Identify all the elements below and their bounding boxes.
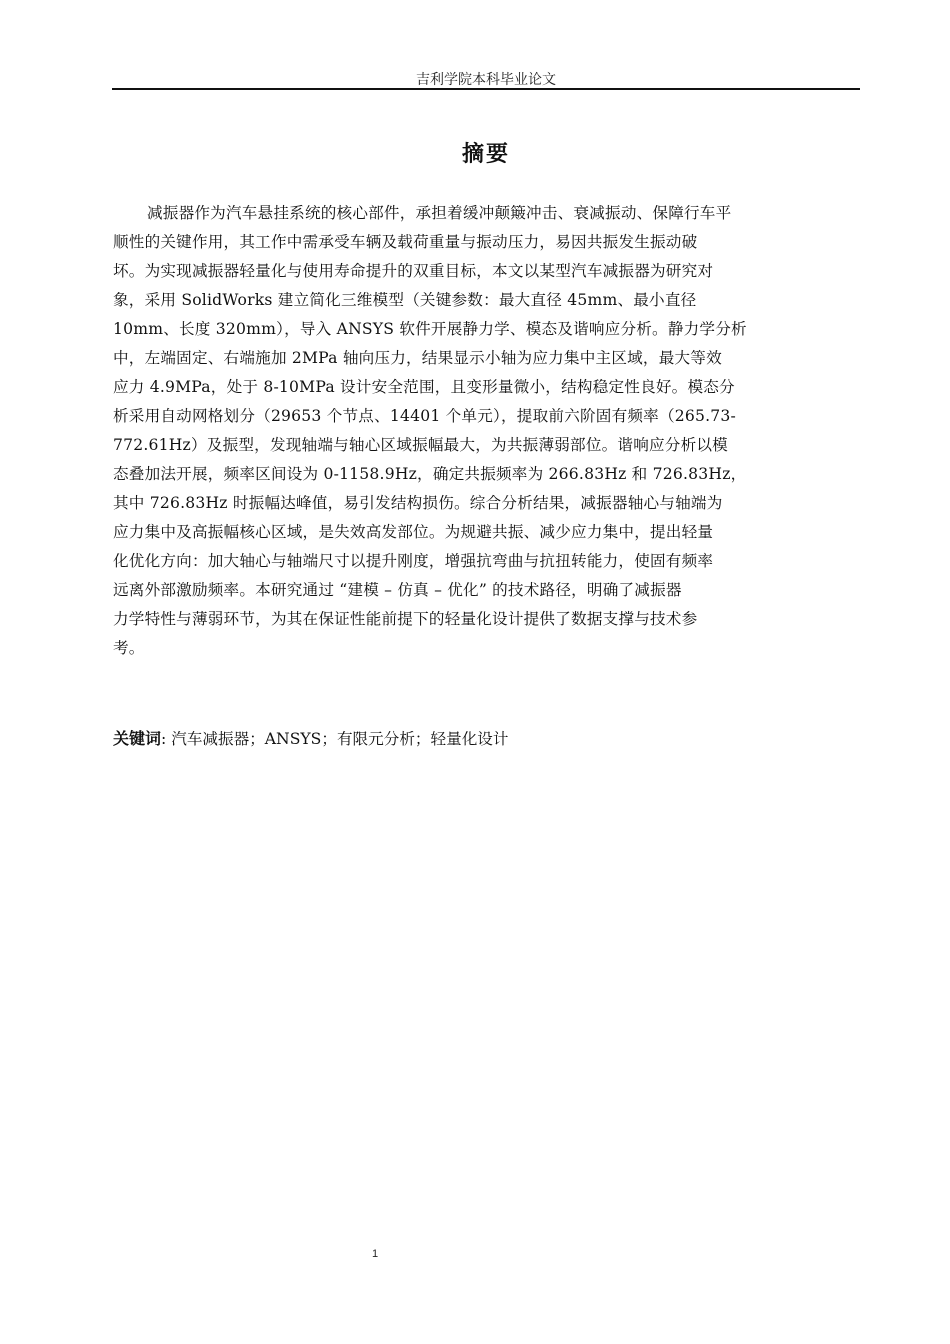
abstract-line: 中，左端固定、右端施加 2MPa 轴向压力，结果显示小轴为应力集中主区域，最大等效 [113, 349, 722, 367]
abstract-line: 远离外部激励频率。本研究通过 “建模 – 仿真 – 优化” 的技术路径，明确了减振器 [113, 581, 682, 599]
page-title: 摘要 [461, 142, 510, 167]
abstract-line: 应力 4.9MPa，处于 8-10MPa 设计安全范围，且变形量微小，结构稳定性良好。模态分 [113, 378, 735, 396]
abstract-line: 态叠加法开展，频率区间设为 0-1158.9Hz，确定共振频率为 266.83Hz 和 726.83Hz， [113, 465, 747, 483]
abstract-line: 化优化方向：加大轴心与轴端尺寸以提升刚度，增强抗弯曲与抗扭转能力，使固有频率 [113, 552, 714, 570]
keywords-text: 汽车减振器；ANSYS；有限元分析；轻量化设计 [166, 730, 509, 748]
abstract-line: 考。 [113, 639, 145, 657]
keywords-label: 关键词 [113, 729, 162, 748]
abstract-line: 其中 726.83Hz 时振幅达峰值，易引发结构损伤。综合分析结果，减振器轴心与轴端为 [113, 494, 723, 512]
header-divider [112, 88, 860, 90]
abstract-body [113, 199, 859, 663]
abstract-line: 顺性的关键作用，其工作中需承受车辆及载荷重量与振动压力，易因共振发生振动破 [113, 233, 698, 251]
abstract-line: 力学特性与薄弱环节，为其在保证性能前提下的轻量化设计提供了数据支撑与技术参 [113, 610, 698, 628]
abstract-line: 坏。为实现减振器轻量化与使用寿命提升的双重目标，本文以某型汽车减振器为研究对 [113, 262, 714, 280]
abstract-line: 减振器作为汽车悬挂系统的核心部件，承担着缓冲颠簸冲击、衰减振动、保障行车平 [147, 204, 732, 222]
abstract-line: 析采用自动网格划分（29653 个节点、14401 个单元），提取前六阶固有频率（265.73- [113, 407, 736, 425]
running-header: 吉利学院本科毕业论文 [416, 72, 556, 88]
page-number: 1 [371, 1248, 379, 1260]
abstract-line: 772.61Hz）及振型，发现轴端与轴心区域振幅最大，为共振薄弱部位。谐响应分析以模 [113, 436, 728, 454]
abstract-line: 象，采用 SolidWorks 建立简化三维模型（关键参数：最大直径 45mm、最小直径 [113, 291, 697, 309]
abstract-line: 10mm、长度 320mm），导入 ANSYS 软件开展静力学、模态及谐响应分析。静力学分析 [113, 320, 747, 338]
keywords-separator: : [161, 730, 167, 748]
keywords-line [113, 726, 859, 752]
abstract-line: 应力集中及高振幅核心区域，是失效高发部位。为规避共振、减少应力集中，提出轻量 [113, 523, 714, 541]
